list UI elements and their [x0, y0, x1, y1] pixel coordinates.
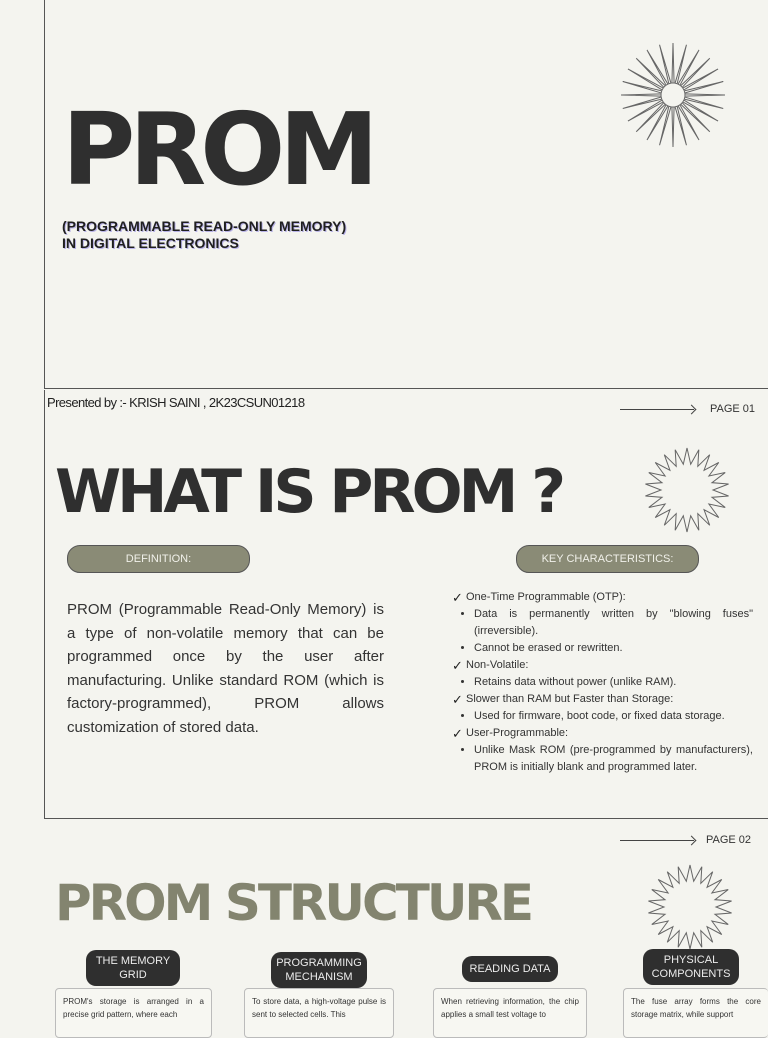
definition-text: PROM (Programmable Read-Only Memory) is a type of non-volatile memory that can be programmed once by the user after manufacturing. Unlike standard ROM (which is factory-programmed), PROM allows customization of stored data. — [67, 601, 384, 736]
physical-components-label — [643, 949, 739, 985]
arrow-right-icon — [620, 840, 694, 841]
slide-subtitle — [62, 218, 346, 252]
label-line: READING DATA — [469, 963, 551, 975]
characteristics-list — [452, 589, 753, 776]
page-label: PAGE 01 — [710, 403, 756, 415]
subtitle-line-1: (PROGRAMMABLE READ-ONLY MEMORY) — [62, 218, 347, 234]
presenter-credit: Presented by :- KRISH SAINI , 2K23CSUN01218 — [47, 395, 305, 410]
label-line: THE MEMORY — [95, 955, 171, 967]
page-marker — [620, 834, 751, 846]
memory-grid-label — [86, 950, 180, 986]
subtitle-line-2: IN DIGITAL ELECTRONICS — [62, 235, 239, 251]
memory-grid-card: PROM's storage is arranged in a precise grid pattern, where each — [55, 988, 212, 1038]
check-icon: ✓ — [452, 658, 463, 673]
characteristic-group — [452, 589, 753, 657]
characteristic-point: • Retains data without power (unlike RAM). — [474, 674, 753, 691]
slide-border-left — [44, 0, 45, 388]
characteristic-group — [452, 691, 753, 725]
starburst-icon — [618, 40, 728, 150]
starburst-icon — [645, 862, 735, 952]
characteristic-point: • Unlike Mask ROM (pre-programmed by manufacturers), PROM is initially blank and programmed later. — [474, 742, 753, 776]
starburst-icon — [642, 445, 732, 535]
characteristic-heading: Slower than RAM but Faster than Storage: — [466, 693, 674, 705]
characteristic-point: • Used for firmware, boot code, or fixed data storage. — [474, 708, 753, 725]
reading-data-card: When retrieving information, the chip applies a small test voltage to — [433, 988, 587, 1038]
slide-divider — [44, 818, 768, 819]
check-icon: ✓ — [452, 726, 463, 741]
reading-data-label — [462, 956, 558, 982]
characteristic-group — [452, 657, 753, 691]
label-line: PROGRAMMING — [276, 957, 362, 969]
slide-border-left — [44, 390, 45, 818]
label-line: PHYSICAL — [663, 954, 719, 966]
characteristic-group — [452, 725, 753, 776]
programming-mechanism-label — [271, 952, 367, 988]
check-icon: ✓ — [452, 590, 463, 605]
physical-components-card: The fuse array forms the core storage matrix, while support — [623, 988, 768, 1038]
label-line: COMPONENTS — [651, 968, 731, 980]
arrow-right-icon — [620, 409, 694, 410]
characteristic-heading: One-Time Programmable (OTP): — [466, 591, 626, 603]
characteristic-heading: User-Programmable: — [466, 727, 569, 739]
characteristic-heading: Non-Volatile: — [466, 659, 529, 671]
section-title: WHAT IS PROM ? — [55, 457, 562, 527]
page-marker — [620, 403, 755, 415]
section-title: PROM STRUCTURE — [55, 874, 532, 932]
label-line: MECHANISM — [285, 971, 353, 983]
characteristic-point: • Cannot be erased or rewritten. — [474, 640, 753, 657]
definition-label: DEFINITION: — [67, 545, 250, 573]
key-characteristics-label: KEY CHARACTERISTICS: — [516, 545, 699, 573]
slide-title-prom: PROM — [62, 91, 373, 208]
label-line: GRID — [119, 969, 147, 981]
characteristic-point: • Data is permanently written by "blowing fuses" (irreversible). — [474, 606, 753, 640]
programming-mechanism-card: To store data, a high-voltage pulse is sent to selected cells. This — [244, 988, 394, 1038]
check-icon: ✓ — [452, 692, 463, 707]
page-label: PAGE 02 — [706, 834, 752, 846]
slide-divider — [44, 388, 768, 389]
